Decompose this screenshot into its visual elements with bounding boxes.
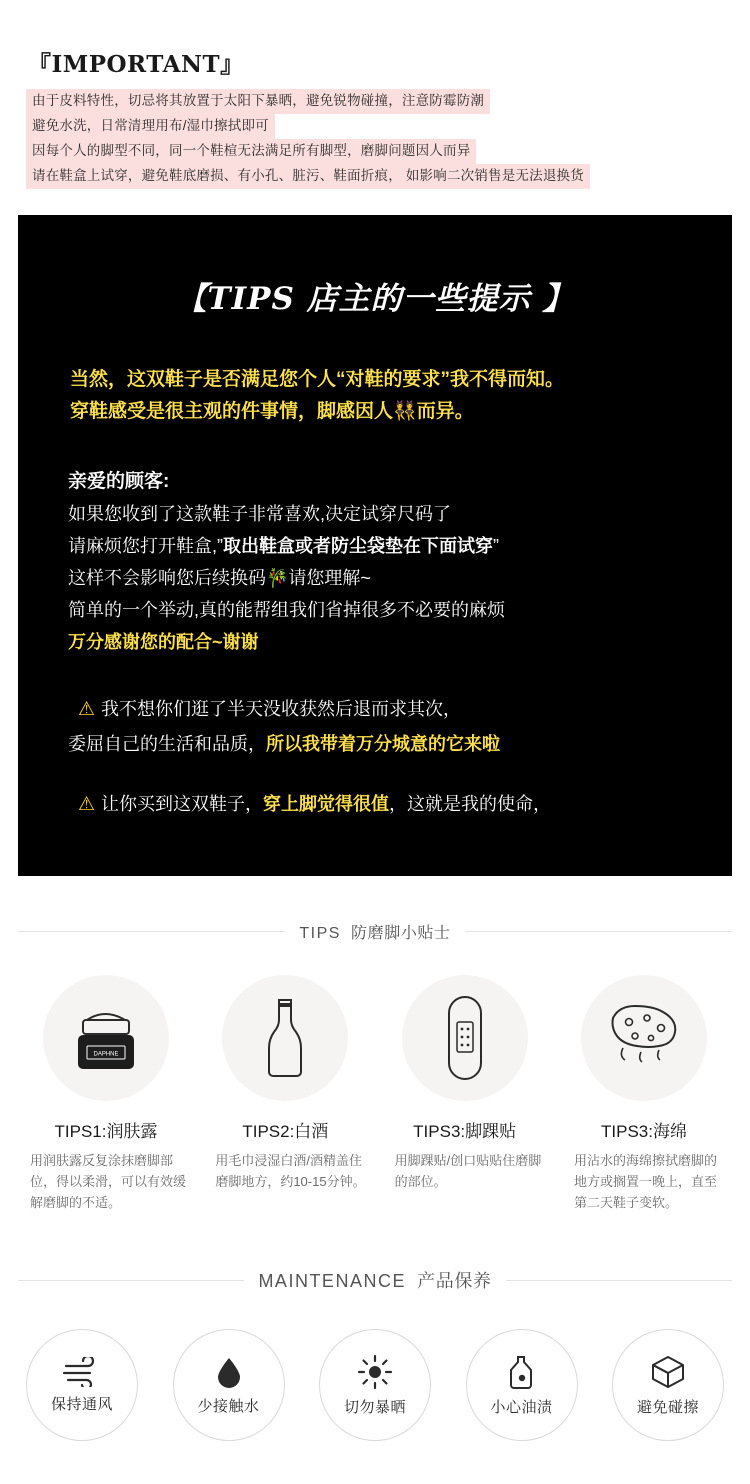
wind-icon bbox=[60, 1357, 104, 1387]
maintenance-item bbox=[16, 1329, 148, 1441]
tips-warning-text-3c: ，这就是我的使命， bbox=[389, 794, 552, 814]
dancers-emoji-icon: 👯 bbox=[393, 401, 417, 422]
divider-left bbox=[18, 1280, 244, 1281]
tip-item bbox=[201, 975, 369, 1213]
tips-warning-line-1 bbox=[78, 692, 698, 727]
tip-title: TIPS3:脚踝贴 bbox=[413, 1122, 517, 1141]
tip-item bbox=[381, 975, 549, 1213]
divider-right bbox=[506, 1280, 732, 1281]
tips-body-line-2-b: ” bbox=[493, 536, 499, 556]
tips-yellow-line-2-a: 穿鞋感受是很主观的件事情，脚感因人 bbox=[70, 401, 394, 422]
maintenance-item bbox=[602, 1329, 734, 1441]
tips-dark-panel bbox=[18, 215, 732, 876]
maintenance-label: 保持通风 bbox=[50, 1395, 113, 1413]
maintenance-label: 少接触水 bbox=[197, 1397, 260, 1415]
maintenance-item bbox=[309, 1329, 441, 1441]
tips-body-line-2 bbox=[68, 530, 698, 562]
tips-warning-line-2 bbox=[68, 727, 698, 761]
tips-section-heading-en: TIPS bbox=[299, 925, 341, 942]
tips-yellow-line-1: 当然，这双鞋子是否满足您个人“对鞋的要求”我不得而知。 bbox=[70, 369, 565, 390]
sun-icon bbox=[357, 1354, 393, 1390]
maintenance-label: 小心油渍 bbox=[490, 1398, 553, 1416]
tips-body-line-4: 简单的一个举动,真的能帮组我们省掉很多不必要的麻烦 bbox=[68, 600, 505, 620]
tips-warning-text-2b: 所以我带着万分城意的它来啦 bbox=[266, 734, 500, 754]
tip-description: 用沾水的海绵擦拭磨脚的地方或搁置一晚上，直至第二天鞋子变软。 bbox=[573, 1153, 717, 1210]
important-block bbox=[0, 0, 750, 197]
box-icon bbox=[650, 1354, 686, 1390]
tips-body-line-3 bbox=[68, 562, 698, 594]
tip-description: 用毛巾浸湿白酒/酒精盖住磨脚地方，约10-15分钟。 bbox=[215, 1153, 366, 1189]
tips-warning-text-3b: 穿上脚觉得很值 bbox=[263, 794, 390, 814]
tip-description: 用润肤露反复涂抹磨脚部位，得以柔滑，可以有效缓解磨脚的不适。 bbox=[30, 1153, 187, 1210]
important-title: 『IMPORTANT』 bbox=[28, 51, 244, 78]
tip-title: TIPS2:白酒 bbox=[242, 1122, 329, 1141]
tips-warning-text-3a: 让你买到这双鞋子， bbox=[101, 794, 264, 814]
tips-warning-text-2a: 委屈自己的生活和品质， bbox=[68, 734, 266, 754]
tips-body-line-1: 如果您收到了这款鞋子非常喜欢,决定试穿尺码了 bbox=[68, 504, 451, 524]
important-note: 请在鞋盒上试穿，避免鞋底磨损、有小孔、脏污、鞋面折痕， 如影响二次销售是无法退换货 bbox=[26, 164, 590, 189]
lotion-jar-icon bbox=[43, 975, 169, 1101]
divider-left bbox=[18, 931, 285, 932]
divider-right bbox=[465, 931, 732, 932]
tips-panel-heading: 【TIPS 店主的一些提示 】 bbox=[175, 281, 575, 317]
oil-bottle-icon bbox=[507, 1354, 537, 1390]
tips-body-line-2-a: 请麻烦您打开鞋盒,” bbox=[68, 536, 223, 556]
maintenance-grid bbox=[0, 1299, 750, 1481]
bamboo-emoji-icon: 🎋 bbox=[266, 568, 289, 588]
tip-item bbox=[560, 975, 728, 1213]
tip-title: TIPS1:润肤露 bbox=[54, 1122, 158, 1141]
maintenance-heading-en: MAINTENANCE bbox=[258, 1271, 406, 1291]
customer-greeting: 亲爱的顾客: bbox=[68, 471, 170, 492]
liquor-bottle-icon bbox=[222, 975, 348, 1101]
tips-body-line-3-a: 这样不会影响您后续换码 bbox=[68, 568, 266, 588]
tips-section-heading-cn: 防磨脚小贴士 bbox=[351, 925, 451, 942]
tips-grid bbox=[0, 949, 750, 1223]
maintenance-heading-cn: 产品保养 bbox=[417, 1271, 492, 1291]
maintenance-section-header bbox=[18, 1267, 732, 1293]
bandage-icon bbox=[402, 975, 528, 1101]
warning-icon: ⚠ bbox=[78, 794, 96, 815]
tips-yellow-line-2-b: 而异。 bbox=[416, 401, 474, 422]
maintenance-item bbox=[456, 1329, 588, 1441]
tips-section-header bbox=[18, 920, 732, 943]
tips-yellow-paragraph bbox=[70, 364, 698, 428]
water-drop-icon bbox=[214, 1355, 244, 1389]
tips-body-line-2-bold: 取出鞋盒或者防尘袋垫在下面试穿 bbox=[223, 536, 493, 556]
maintenance-label: 切勿暴晒 bbox=[343, 1398, 406, 1416]
maintenance-item bbox=[163, 1329, 295, 1441]
tips-warning-text-1: 我不想你们逛了半天没收获然后退而求其次， bbox=[101, 699, 462, 719]
warning-icon: ⚠ bbox=[78, 699, 96, 720]
important-note: 因每个人的脚型不同，同一个鞋楦无法满足所有脚型，磨脚问题因人而异 bbox=[26, 139, 476, 164]
tips-yellow-line-2 bbox=[70, 396, 698, 428]
tips-body-block bbox=[68, 466, 698, 658]
important-note: 由于皮料特性，切忌将其放置于太阳下暴晒，避免锐物碰撞，注意防霉防潮 bbox=[26, 89, 490, 114]
important-note: 避免水洗，日常清理用布/湿巾擦拭即可 bbox=[26, 114, 275, 139]
sponge-icon bbox=[581, 975, 707, 1101]
tips-body-thanks: 万分感谢您的配合~谢谢 bbox=[68, 632, 259, 652]
maintenance-label: 避免碰擦 bbox=[636, 1398, 699, 1416]
tips-body-line-3-b: 请您理解~ bbox=[288, 568, 371, 588]
tip-title: TIPS3:海绵 bbox=[601, 1122, 687, 1141]
lotion-brand-label: DAPHNE bbox=[93, 1051, 119, 1058]
tip-item bbox=[22, 975, 190, 1213]
tip-description: 用脚踝贴/创口贴贴住磨脚的部位。 bbox=[394, 1153, 542, 1189]
tips-warning-line-3 bbox=[78, 787, 698, 822]
